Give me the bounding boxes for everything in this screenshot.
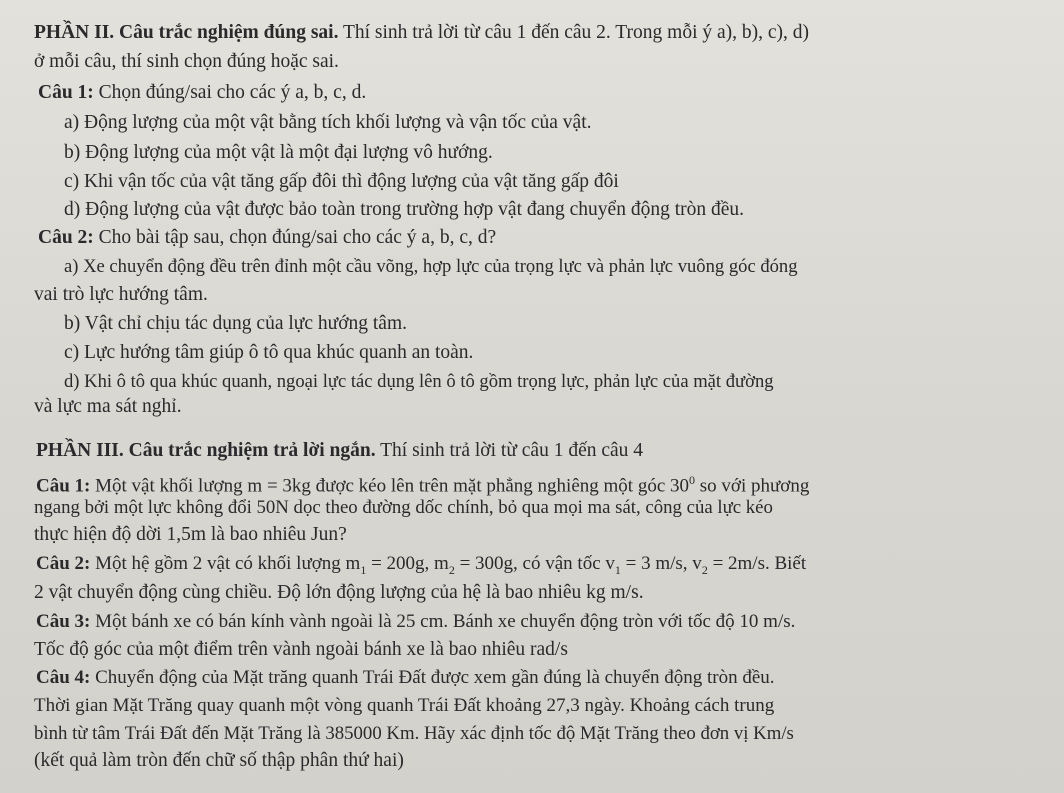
- p2-q1-option-a: a) Động lượng của một vật bằng tích khối lượng và vận tốc của vật.: [64, 112, 592, 133]
- subscript-1: 1: [360, 562, 367, 577]
- p2-q1-title: [38, 82, 366, 104]
- p3-q2-text-3: = 300g, có vận tốc v: [454, 553, 615, 574]
- p3-q3-label: Câu 3:: [36, 611, 91, 632]
- p3-q1-text-b: so với phương: [695, 475, 810, 497]
- p3-q3-text: Một bánh xe có bán kính vành ngoài là 25 cm. Bánh xe chuyển động tròn với tốc độ 10 m/s.: [90, 611, 796, 632]
- part3-heading-line: [36, 440, 643, 462]
- part3-heading: PHẦN III. Câu trắc nghiệm trả lời ngắn.: [36, 440, 376, 461]
- p3-q2-text-5: = 2m/s. Biết: [707, 553, 807, 574]
- part2-intro-line1: [34, 22, 809, 44]
- p2-q2-option-a-line1: a) Xe chuyển động đều trên đỉnh một cầu võng, hợp lực của trọng lực và phản lực vuông góc đóng: [64, 256, 798, 277]
- p3-q3-line1: [36, 611, 795, 633]
- p3-q4-line3: bình từ tâm Trái Đất đến Mặt Trăng là 385000 Km. Hãy xác định tốc độ Mặt Trăng theo đơn vị Km/s: [34, 723, 794, 744]
- p3-q4-line2: Thời gian Mặt Trăng quay quanh một vòng quanh Trái Đất khoảng 27,3 ngày. Khoảng cách trung: [34, 695, 775, 716]
- p3-q4-line1: [36, 667, 775, 689]
- subscript-2: 2: [448, 562, 455, 577]
- p3-q2-label: Câu 2:: [36, 553, 91, 574]
- p2-q2-option-a-line2: vai trò lực hướng tâm.: [34, 284, 208, 305]
- p3-q1-text-a: Một vật khối lượng m = 3kg được kéo lên trên mặt phẳng nghiêng một góc 30: [90, 475, 689, 497]
- p2-q1-option-b: b) Động lượng của một vật là một đại lượng vô hướng.: [64, 142, 493, 163]
- subscript-4: 2: [701, 562, 708, 577]
- p2-q1-text: Chọn đúng/sai cho các ý a, b, c, d.: [93, 82, 367, 103]
- p2-q1-label: Câu 1:: [38, 82, 94, 103]
- p3-q2-text-1: Một hệ gồm 2 vật có khối lượng m: [90, 553, 361, 574]
- p2-q2-option-d-line1: d) Khi ô tô qua khúc quanh, ngoại lực tác dụng lên ô tô gồm trọng lực, phản lực của mặt đường: [64, 371, 774, 392]
- p3-q1-line2: ngang bởi một lực không đổi 50N dọc theo đường dốc chính, bỏ qua mọi ma sát, công của lực kéo: [34, 497, 773, 518]
- p2-q2-label: Câu 2:: [38, 227, 94, 248]
- p2-q2-text: Cho bài tập sau, chọn đúng/sai cho các ý a, b, c, d?: [93, 227, 497, 248]
- p3-q2-line1: [36, 553, 806, 581]
- p2-q2-option-d-line2: và lực ma sát nghỉ.: [34, 396, 182, 417]
- part2-intro-line2: ở mỗi câu, thí sinh chọn đúng hoặc sai.: [34, 51, 339, 72]
- p3-q2-line2: 2 vật chuyển động cùng chiều. Độ lớn động lượng của hệ là bao nhiêu kg m/s.: [34, 582, 644, 603]
- part3-intro: Thí sinh trả lời từ câu 1 đến câu 4: [375, 440, 644, 461]
- p3-q4-text: Chuyển động của Mặt trăng quanh Trái Đất được xem gần đúng là chuyển động tròn đều.: [90, 667, 775, 688]
- p3-q2-text-2: = 200g, m: [366, 553, 449, 574]
- p3-q2-text-4: = 3 m/s, v: [620, 553, 702, 574]
- p3-q1-line1: [36, 469, 809, 497]
- p2-q1-option-c: c) Khi vận tốc của vật tăng gấp đôi thì động lượng của vật tăng gấp đôi: [64, 171, 619, 192]
- part2-heading: PHẦN II. Câu trắc nghiệm đúng sai.: [34, 22, 339, 43]
- p2-q2-option-c: c) Lực hướng tâm giúp ô tô qua khúc quanh an toàn.: [64, 342, 474, 363]
- p3-q4-label: Câu 4:: [36, 667, 91, 688]
- p3-q1-line3: thực hiện độ dời 1,5m là bao nhiêu Jun?: [34, 524, 347, 545]
- p3-q3-line2: Tốc độ góc của một điểm trên vành ngoài bánh xe là bao nhiêu rad/s: [34, 639, 568, 660]
- p2-q2-title: [38, 227, 496, 249]
- degree-mark: 0: [689, 473, 695, 487]
- part2-intro: Thí sinh trả lời từ câu 1 đến câu 2. Trong mỗi ý a), b), c), d): [338, 22, 810, 43]
- p3-q4-line4: (kết quả làm tròn đến chữ số thập phân thứ hai): [34, 750, 404, 771]
- p3-q1-label: Câu 1:: [36, 475, 91, 497]
- subscript-3: 1: [614, 562, 621, 577]
- p2-q1-option-d: d) Động lượng của vật được bảo toàn trong trường hợp vật đang chuyển động tròn đều.: [64, 199, 745, 220]
- p2-q2-option-b: b) Vật chỉ chịu tác dụng của lực hướng tâm.: [64, 313, 407, 334]
